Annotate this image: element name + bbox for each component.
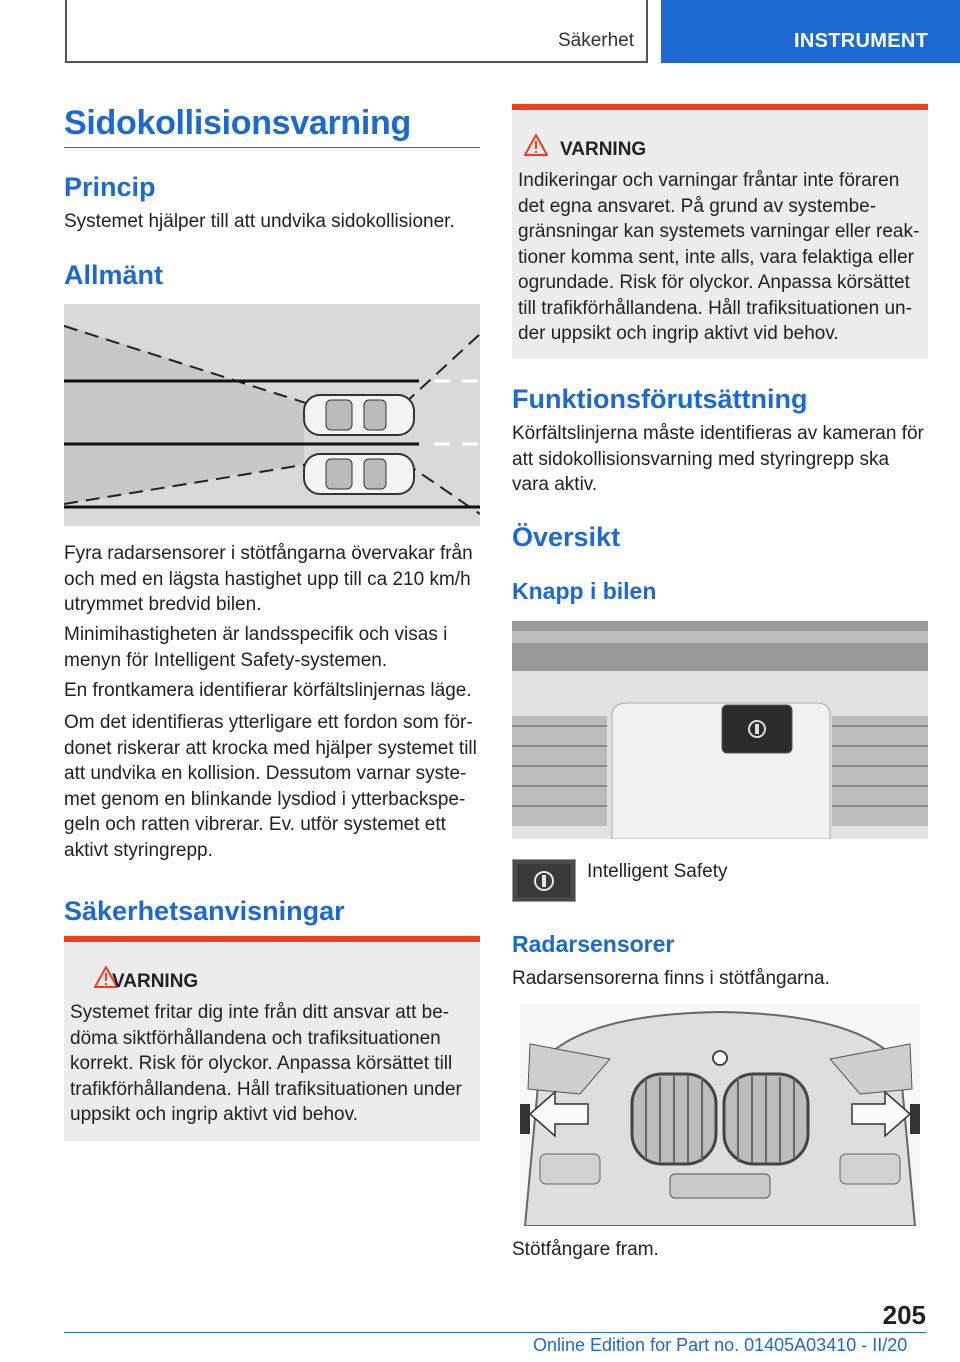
footer-edition: Online Edition for Part no. 01405A03410 - II/20 bbox=[533, 1335, 908, 1355]
radar-heading: Radarsensorer bbox=[512, 931, 675, 957]
princip-heading: Princip bbox=[64, 172, 156, 202]
footer-rule bbox=[64, 1332, 926, 1333]
paragraph-4: Om det identifieras ytterligare ett fordon som för- donet riskerar att krocka med hjälper systemet till att undvika en kollision. Dessutom varnar syste- met genom en blinkande lysdiod i ytterbackspe- geln och ratten vibrerar. Ev. utför systemet ett aktivt styringrepp. bbox=[64, 712, 477, 861]
intelligent-safety-button-icon[interactable] bbox=[512, 859, 576, 902]
button-caption: Intelligent Safety bbox=[587, 861, 728, 882]
warning-body: Indikeringar och varningar fråntar inte föraren det egna ansvaret. På grund av systembe- gränsningar kan systemets varningar eller reak- tioner komma sent, inte alls, vara felaktiga eller ogrundade. Risk för olyckor. Anpassa körsättet till trafikförhållandena. Håll trafiksituationen un- der uppsikt och ingrip aktivt vid behov. bbox=[518, 170, 920, 344]
oversikt-heading: Översikt bbox=[512, 522, 621, 552]
car-icon bbox=[304, 395, 414, 435]
header-chapter-label: INSTRUMENT bbox=[794, 30, 929, 52]
allmant-heading: Allmänt bbox=[64, 260, 164, 290]
front-bumper-illustration bbox=[520, 1004, 920, 1226]
paragraph-2: Minimihastigheten är landsspecifik och visas i menyn för Intelligent Safety-systemen. bbox=[64, 624, 448, 671]
header-chapter-tab[interactable] bbox=[661, 0, 960, 63]
warning-box-right bbox=[512, 104, 928, 359]
func-heading: Funktionsförutsättning bbox=[512, 384, 808, 414]
car-icon bbox=[304, 454, 414, 494]
paragraph-1: Fyra radarsensorer i stötfångarna övervakar från och med en lägsta hastighet upp till ca 210 km/h utrymmet bredvid bilen. bbox=[64, 543, 473, 615]
bumper-caption: Stötfångare fram. bbox=[512, 1239, 659, 1260]
dashboard-button-photo bbox=[512, 621, 928, 839]
warning-title: VARNING bbox=[112, 971, 199, 992]
page-title: Sidokollisionsvarning bbox=[64, 104, 411, 142]
warning-title: VARNING bbox=[560, 139, 647, 160]
func-text: Körfältslinjerna måste identifieras av kameran för att sidokollisionsvarning med styringrepp ska vara aktiv. bbox=[512, 423, 924, 495]
header-section-tab bbox=[65, 0, 648, 63]
header-section-label: Säkerhet bbox=[557, 30, 634, 51]
radar-text: Radarsensorerna finns i stötfångarna. bbox=[512, 968, 830, 989]
lane-diagram bbox=[64, 304, 480, 526]
paragraph-3: En frontkamera identifierar körfältslinjernas läge. bbox=[64, 680, 472, 701]
warning-box-left bbox=[64, 936, 480, 1141]
safety-heading: Säkerhetsanvisningar bbox=[64, 896, 345, 926]
title-rule bbox=[64, 147, 480, 148]
knapp-heading: Knapp i bilen bbox=[512, 578, 657, 604]
page-number: 205 bbox=[882, 1300, 926, 1330]
warning-body: Systemet fritar dig inte från ditt ansvar att be- döma siktförhållandena och trafiksituationen korrekt. Risk för olyckor. Anpassa körsättet till trafikförhållandena. Håll trafiksituationen under uppsikt och ingrip aktivt vid behov. bbox=[70, 1002, 462, 1125]
princip-text: Systemet hjälper till att undvika sidokollisioner. bbox=[64, 211, 455, 232]
warning-triangle-icon bbox=[524, 134, 548, 156]
